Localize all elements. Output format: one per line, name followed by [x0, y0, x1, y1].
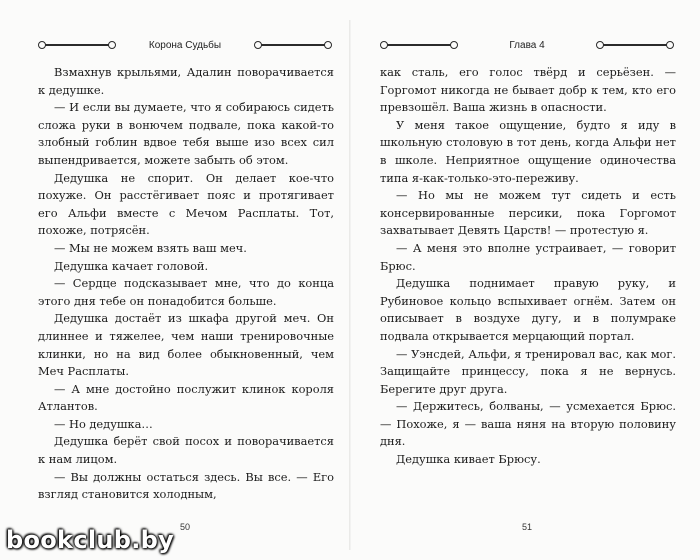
left-header	[30, 36, 340, 54]
paragraph: — Но дедушка…	[54, 416, 153, 431]
paragraph: Дедушка не спорит. Он делает кое-что похуже. Он расстёгивает пояс и протягивает его Альфи вместе с Мечом Расплаты. Тот, похоже, потрясён.	[38, 170, 334, 238]
page-number-right: 51	[521, 522, 532, 532]
running-head-left: Корона Судьбы	[148, 39, 222, 51]
header-ornament-right	[258, 44, 328, 46]
paragraph: как сталь, его голос твёрд и серьёзен. — Горгомот никогда не бывает добр к тем, кто его превзошёл. Ваша жизнь в опасности.	[380, 65, 676, 115]
page-gutter	[349, 20, 351, 550]
paragraph: Дедушка берёт свой посох и поворачивается к нам лицом.	[38, 434, 334, 467]
right-header	[372, 36, 682, 54]
paragraph: — Сердце подсказывает мне, что до конца этого дня тебе он понадобится больше.	[38, 276, 334, 308]
right-page-text	[380, 64, 676, 469]
header-ornament-right	[600, 44, 670, 46]
watermark-logo: bookclub.by	[6, 526, 175, 554]
page-number-left: 50	[179, 522, 190, 532]
paragraph: — А меня это вполне устраивает, — говорит Брюс.	[380, 240, 676, 273]
paragraph: Дедушка кивает Брюсу.	[396, 452, 541, 467]
paragraph: Дедушка поднимает правую руку, и Рубиновое кольцо вспыхивает огнём. Затем он описывает в воздухе дугу, и в полумраке подвала открывается мерцающий портал.	[380, 276, 676, 343]
running-head-right: Глава 4	[509, 39, 545, 51]
paragraph: У меня такое ощущение, будто я иду в школьную столовую в тот день, когда Альфи нет в школе. Неприятное ощущение одиночества типа я-как-только-это-переживу.	[380, 117, 676, 185]
header-ornament-left	[384, 44, 454, 46]
paragraph: — Но мы не можем тут сидеть и есть консервированные персики, пока Горгомот захватывает Девять Царств! — протестую я.	[380, 188, 676, 238]
paragraph: Дедушка качает головой.	[54, 258, 209, 273]
paragraph: — И если вы думаете, что я собираюсь сидеть сложа руки в вонючем подвале, пока какой-то злобный гоблин вдвое тебя выше изо всех сил выпендривается, можете забыть об этом.	[38, 100, 334, 167]
paragraph: Взмахнув крыльями, Адалин поворачивается к дедушке.	[38, 65, 334, 97]
paragraph: Дедушка достаёт из шкафа другой меч. Он длиннее и тяжелее, чем наши тренировочные клинки, но на вид более обыкновенный, чем Меч Расплаты.	[38, 311, 334, 379]
paragraph: — Уэнсдей, Альфи, я тренировал вас, как мог. Защищайте принцессу, пока я не вернусь. Берегите друг друга.	[380, 346, 676, 396]
paragraph: — Вы должны остаться здесь. Вы все. — Его взгляд становится холодным,	[38, 469, 334, 502]
paragraph: — А мне достойно послужит клинок короля Атлантов.	[38, 381, 334, 414]
left-page	[30, 0, 340, 560]
header-ornament-left	[42, 44, 112, 46]
right-page	[372, 0, 682, 560]
left-page-text	[38, 64, 334, 504]
paragraph: — Мы не можем взять ваш меч.	[54, 240, 247, 255]
paragraph: — Держитесь, болваны, — усмехается Брюс. — Похоже, я — ваша няня на вторую половину дня.	[380, 399, 676, 449]
